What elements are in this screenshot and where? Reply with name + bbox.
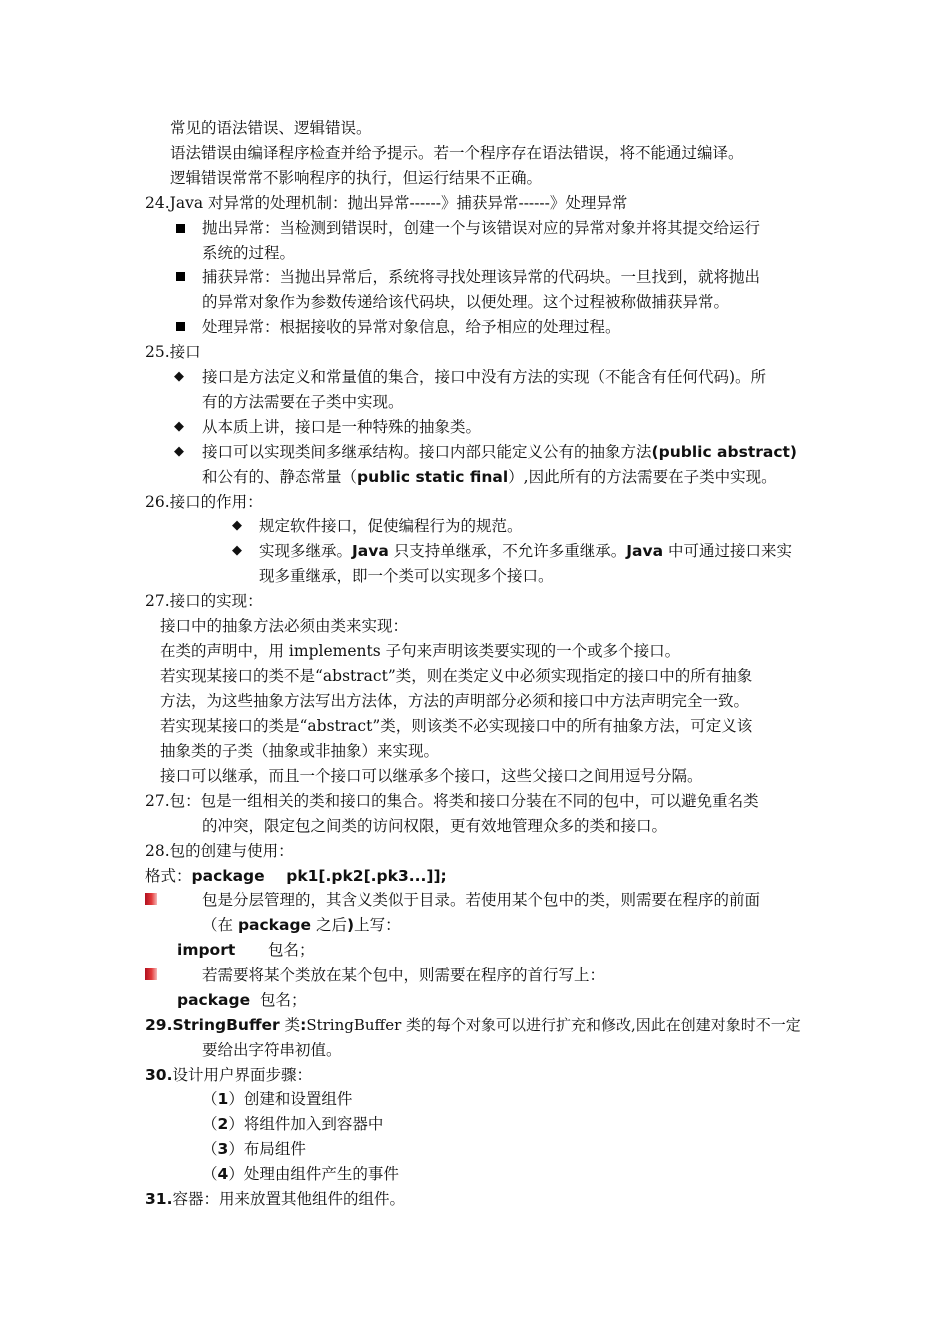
code-span: package: [237, 916, 312, 934]
text-span: （: [202, 1165, 218, 1183]
section-heading-30: [145, 1064, 312, 1086]
code-span: public static final: [357, 468, 509, 486]
code-span: 29.StringBuffer: [145, 1016, 280, 1034]
text-span: 类: [279, 1016, 301, 1034]
red-flag-bullet-icon: [145, 968, 157, 980]
text-line: [259, 540, 792, 562]
square-bullet-icon: [176, 224, 185, 233]
text-line: [202, 466, 777, 488]
section-heading-25: 25.接口: [145, 343, 201, 361]
text-line: 若需要将某个类放在某个包中，则需要在程序的首行写上：: [202, 966, 606, 984]
text-line: [202, 914, 401, 936]
code-span: 30.: [145, 1066, 173, 1084]
diamond-bullet-icon: ◆: [174, 444, 184, 459]
list-item: [202, 1138, 306, 1160]
list-item: [202, 1113, 383, 1135]
text-span: 设计用户界面步骤：: [172, 1066, 312, 1084]
diamond-bullet-icon: ◆: [232, 518, 242, 533]
square-bullet-icon: [176, 322, 185, 331]
text-line: 有的方法需要在子类中实现。: [202, 393, 404, 411]
list-item: [202, 1088, 352, 1110]
text-line: 包名；: [260, 991, 307, 1009]
text-line: 规定软件接口，促使编程行为的规范。: [259, 517, 523, 535]
text-line: 捕获异常：当抛出异常后，系统将寻找处理该异常的代码块。一旦找到，就将抛出: [202, 268, 761, 286]
section-heading-29: [145, 1014, 801, 1036]
text-span: （: [202, 1115, 218, 1133]
diamond-bullet-icon: ◆: [174, 419, 184, 434]
text-span: （在: [202, 916, 238, 934]
text-span: 中可通过接口来实: [663, 542, 792, 560]
code-span: 31.: [145, 1190, 173, 1208]
text-span: 只支持单继承，不允许多重继承。: [388, 542, 627, 560]
code-span: :: [300, 1016, 307, 1034]
text-line: 包名；: [268, 941, 315, 959]
text-line: [145, 865, 447, 887]
code-keyword-package: package: [177, 991, 251, 1009]
text-line: 处理异常：根据接收的异常对象信息，给予相应的处理过程。: [202, 318, 621, 336]
code-keyword-import: import: [177, 941, 236, 959]
text-line: 接口可以继承，而且一个接口可以继承多个接口，这些父接口之间用逗号分隔。: [160, 767, 703, 785]
red-flag-bullet-icon: [145, 893, 157, 905]
text-span: ）布局组件: [228, 1140, 306, 1158]
text-line: 逻辑错误常常不影响程序的执行，但运行结果不正确。: [170, 169, 543, 187]
section-heading-24: 24.Java 对异常的处理机制：抛出异常------》捕获异常------》处理异常: [145, 194, 628, 212]
list-item: [202, 1163, 399, 1185]
section-heading-26: 26.接口的作用：: [145, 493, 263, 511]
text-span: 接口可以实现类间多继承结构。接口内部只能定义公有的抽象方法: [202, 443, 652, 461]
code-span: (public abstract): [651, 443, 798, 461]
text-line: 方法，为这些抽象方法写出方法体，方法的声明部分必须和接口中方法声明完全一致。: [160, 692, 750, 710]
text-span: 容器：用来放置其他组件的组件。: [172, 1190, 405, 1208]
text-line: 若实现某接口的类是“abstract”类，则该类不必实现接口中的所有抽象方法，可定义该: [160, 717, 753, 735]
text-line: 语法错误由编译程序检查并给予提示。若一个程序存在语法错误，将不能通过编译。: [170, 144, 744, 162]
text-line: 接口是方法定义和常量值的集合，接口中没有方法的实现（不能含有任何代码)。所: [202, 368, 767, 386]
text-line: 在类的声明中，用 implements 子句来声明该类要实现的一个或多个接口。: [160, 642, 681, 660]
text-span: 格式：: [145, 867, 192, 885]
text-line: 的冲突，限定包之间类的访问权限，更有效地管理众多的类和接口。: [202, 817, 668, 835]
text-span: 和公有的、静态常量（: [202, 468, 358, 486]
section-heading-27: 27.接口的实现：: [145, 592, 263, 610]
text-line: 从本质上讲，接口是一种特殊的抽象类。: [202, 418, 482, 436]
text-span: ）将组件加入到容器中: [228, 1115, 384, 1133]
text-line: 常见的语法错误、逻辑错误。: [170, 119, 372, 137]
code-span: package pk1[.pk2[.pk3...]];: [191, 867, 447, 885]
text-line: 系统的过程。: [202, 244, 296, 262]
text-line: 抽象类的子类（抽象或非抽象）来实现。: [160, 742, 440, 760]
text-span: ）处理由组件产生的事件: [228, 1165, 399, 1183]
section-heading-28: 28.包的创建与使用：: [145, 842, 294, 860]
text-span: （: [202, 1090, 218, 1108]
text-span: 上写：: [354, 916, 401, 934]
diamond-bullet-icon: ◆: [232, 543, 242, 558]
text-line: 接口中的抽象方法必须由类来实现：: [160, 617, 409, 635]
diamond-bullet-icon: ◆: [174, 369, 184, 384]
code-span: Java: [352, 542, 389, 560]
text-line: 现多重继承，即一个类可以实现多个接口。: [259, 567, 554, 585]
step-number: 2: [217, 1115, 229, 1133]
text-line: 包是分层管理的，其含义类似于目录。若使用某个包中的类，则需要在程序的前面: [202, 891, 761, 909]
text-span: 之后: [311, 916, 347, 934]
text-span: ）,因此所有的方法需要在子类中实现。: [508, 468, 777, 486]
text-line: 若实现某接口的类不是“abstract”类，则在类定义中必须实现指定的接口中的所有抽象: [160, 667, 753, 685]
section-heading-27-package: 27.包：包是一组相关的类和接口的集合。将类和接口分装在不同的包中，可以避免重名类: [145, 792, 759, 810]
text-line: 的异常对象作为参数传递给该代码块，以便处理。这个过程被称做捕获异常。: [202, 293, 730, 311]
code-span: Java: [626, 542, 664, 560]
square-bullet-icon: [176, 272, 185, 281]
text-span: StringBuffer 类的每个对象可以进行扩充和修改,因此在创建对象时不一定: [306, 1016, 801, 1034]
text-span: 实现多继承。: [259, 542, 353, 560]
section-heading-31: [145, 1188, 405, 1210]
step-number: 1: [217, 1090, 229, 1108]
text-span: ）创建和设置组件: [228, 1090, 353, 1108]
step-number: 3: [217, 1140, 229, 1158]
code-span: ): [347, 916, 355, 934]
step-number: 4: [217, 1165, 229, 1183]
text-line: 抛出异常：当检测到错误时，创建一个与该错误对应的异常对象并将其提交给运行: [202, 219, 761, 237]
text-line: 要给出字符串初值。: [202, 1041, 342, 1059]
text-span: （: [202, 1140, 218, 1158]
text-line: [202, 441, 797, 463]
